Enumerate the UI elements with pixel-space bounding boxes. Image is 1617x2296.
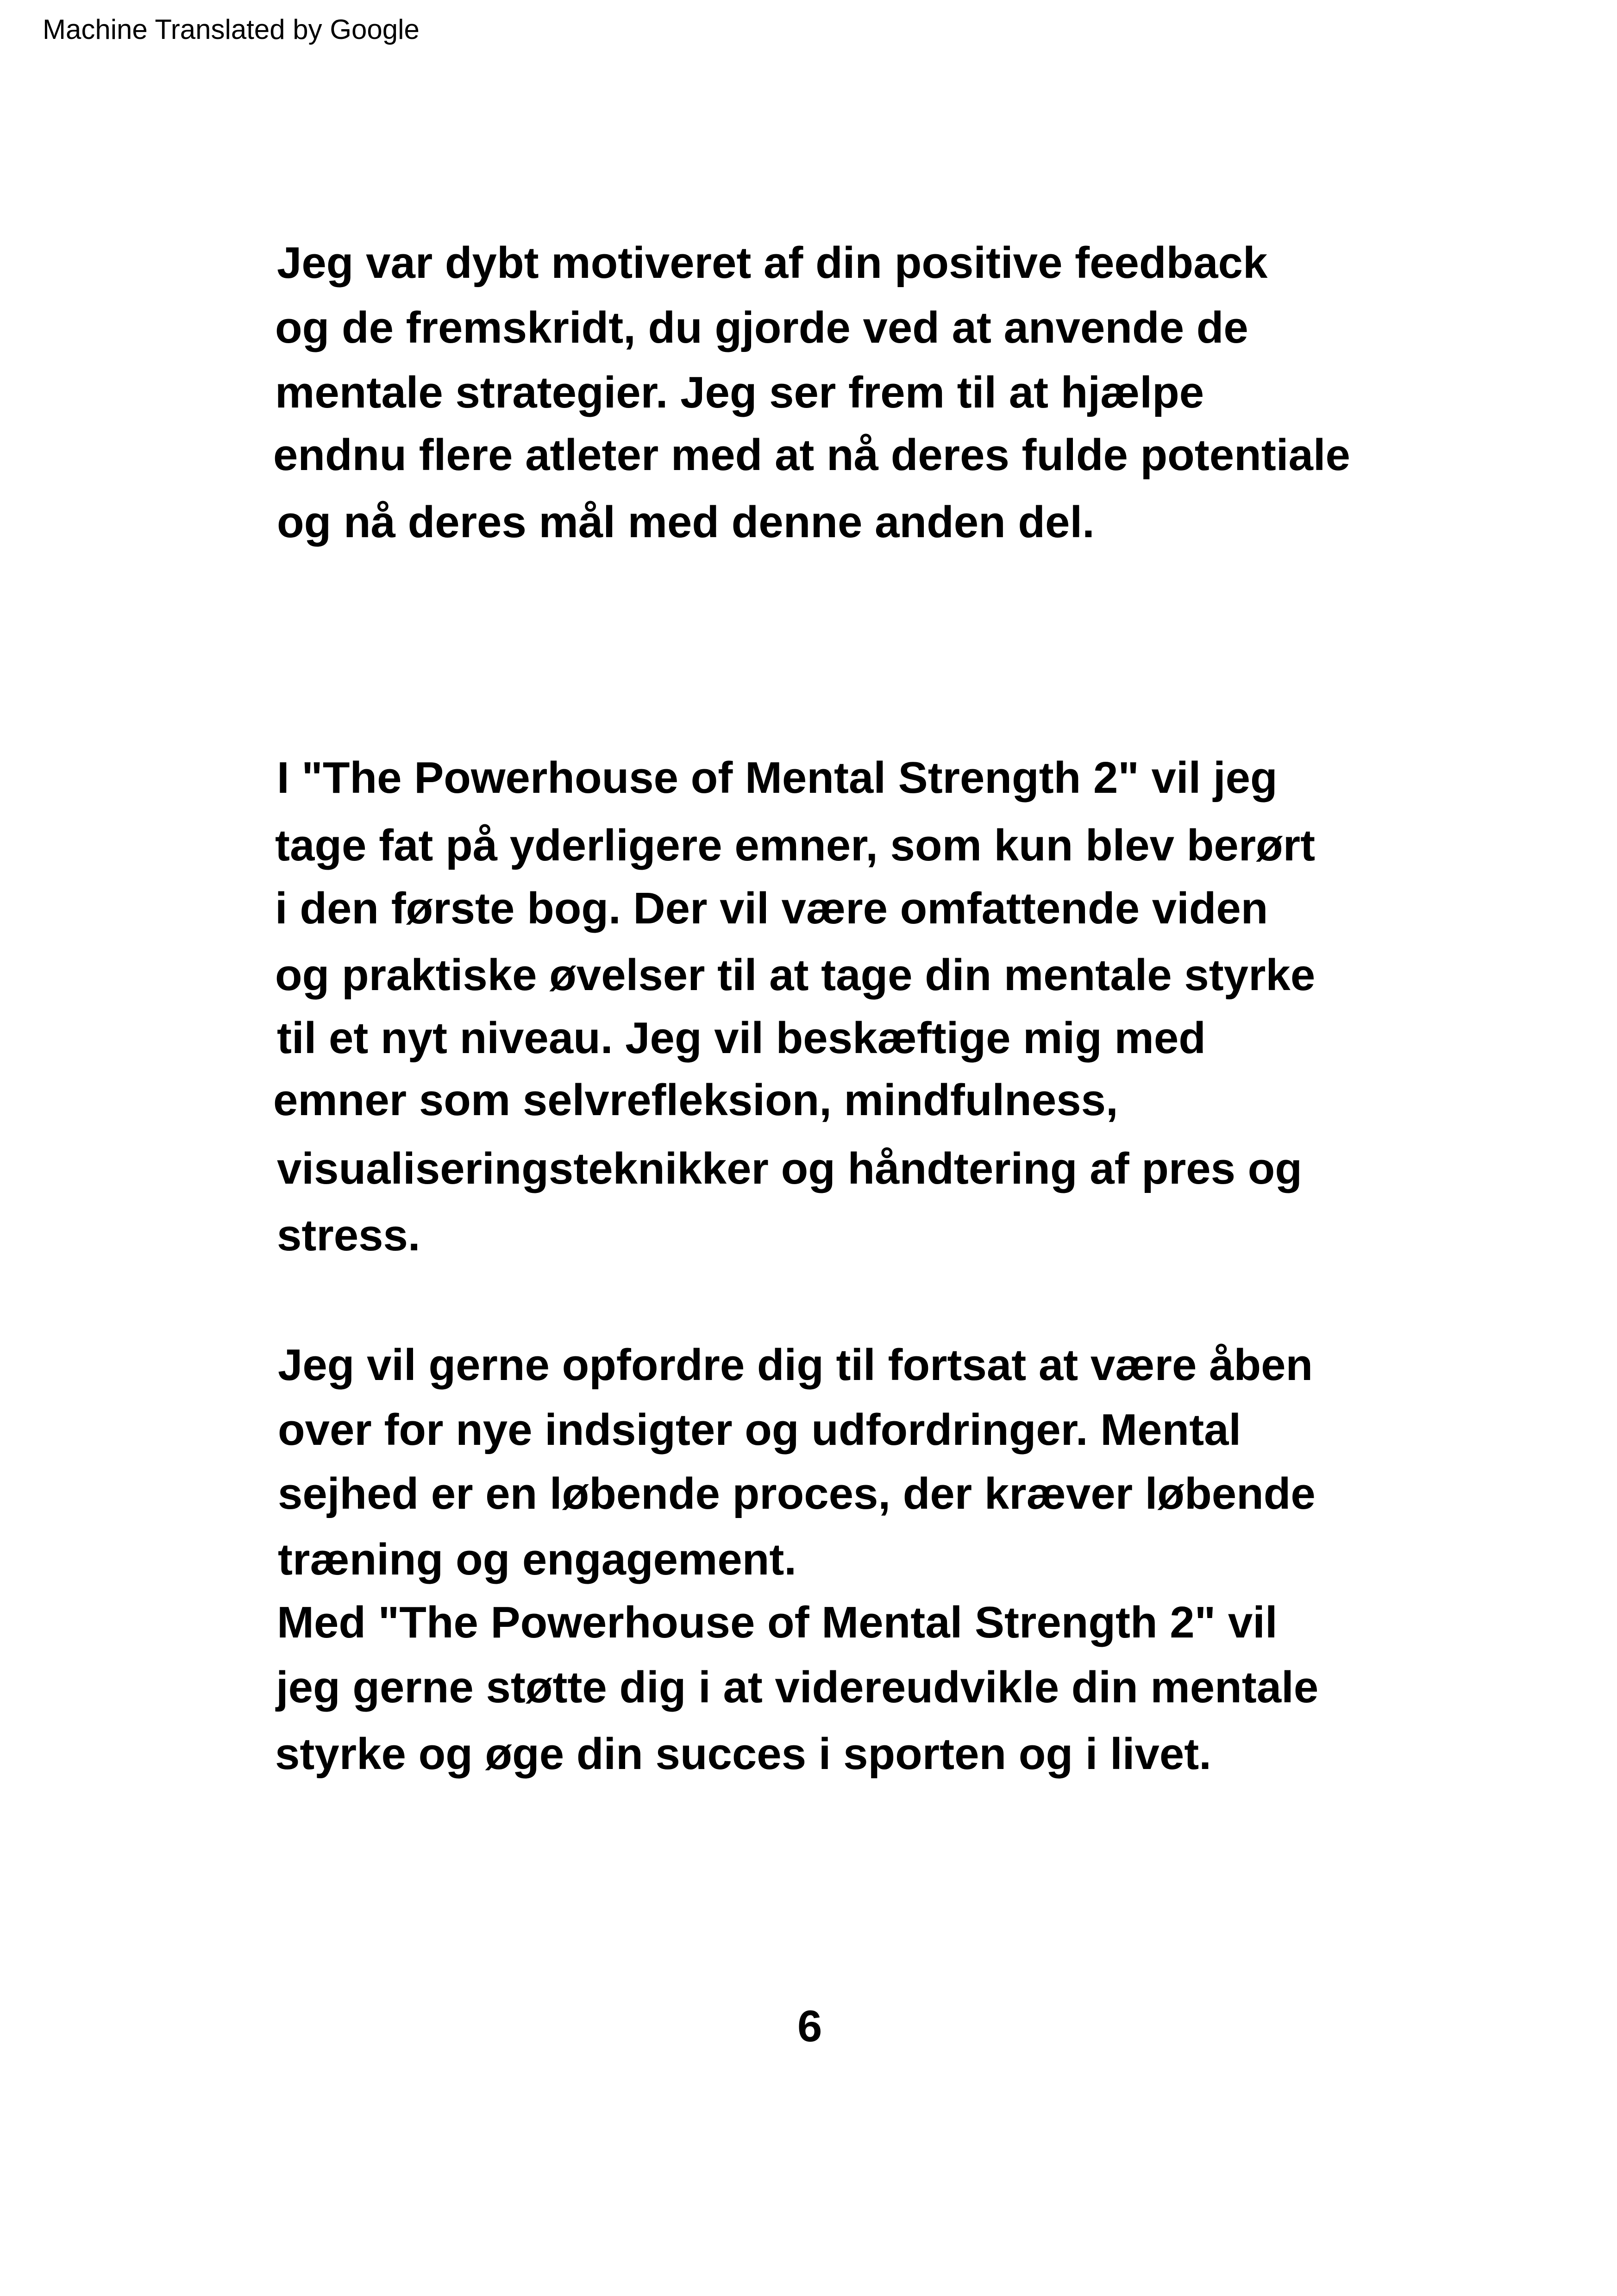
text-line: til et nyt niveau. Jeg vil beskæftige mig med	[277, 1013, 1206, 1063]
text-line: styrke og øge din succes i sporten og i livet.	[275, 1729, 1211, 1779]
text-line: endnu flere atleter med at nå deres fulde potentiale	[273, 430, 1350, 480]
text-line: mentale strategier. Jeg ser frem til at hjælpe	[275, 368, 1204, 417]
text-line: visualiseringsteknikker og håndtering af pres og	[277, 1144, 1302, 1193]
text-line: I "The Powerhouse of Mental Strength 2" vil jeg	[277, 753, 1278, 803]
text-line: over for nye indsigter og udfordringer. Mental	[278, 1405, 1241, 1455]
page-number: 6	[797, 2001, 822, 2051]
text-line: Jeg vil gerne opfordre dig til fortsat at være åben	[278, 1340, 1313, 1390]
text-line: tage fat på yderligere emner, som kun blev berørt	[275, 821, 1316, 870]
text-line: og nå deres mål med denne anden del.	[277, 497, 1095, 547]
text-line: emner som selvrefleksion, mindfulness,	[273, 1075, 1118, 1125]
text-line: og de fremskridt, du gjorde ved at anvende de	[275, 303, 1248, 352]
text-line: stress.	[277, 1211, 420, 1260]
text-line: i den første bog. Der vil være omfattende viden	[275, 884, 1268, 933]
text-line: træning og engagement.	[278, 1535, 797, 1584]
text-line: jeg gerne støtte dig i at videreudvikle din mentale	[276, 1662, 1319, 1712]
machine-translation-banner: Machine Translated by Google	[43, 14, 420, 45]
text-line: sejhed er en løbende proces, der kræver løbende	[278, 1469, 1316, 1518]
text-line: Jeg var dybt motiveret af din positive feedback	[277, 238, 1268, 288]
text-line: og praktiske øvelser til at tage din mentale styrke	[275, 950, 1316, 1000]
text-line: Med "The Powerhouse of Mental Strength 2" vil	[277, 1598, 1278, 1647]
